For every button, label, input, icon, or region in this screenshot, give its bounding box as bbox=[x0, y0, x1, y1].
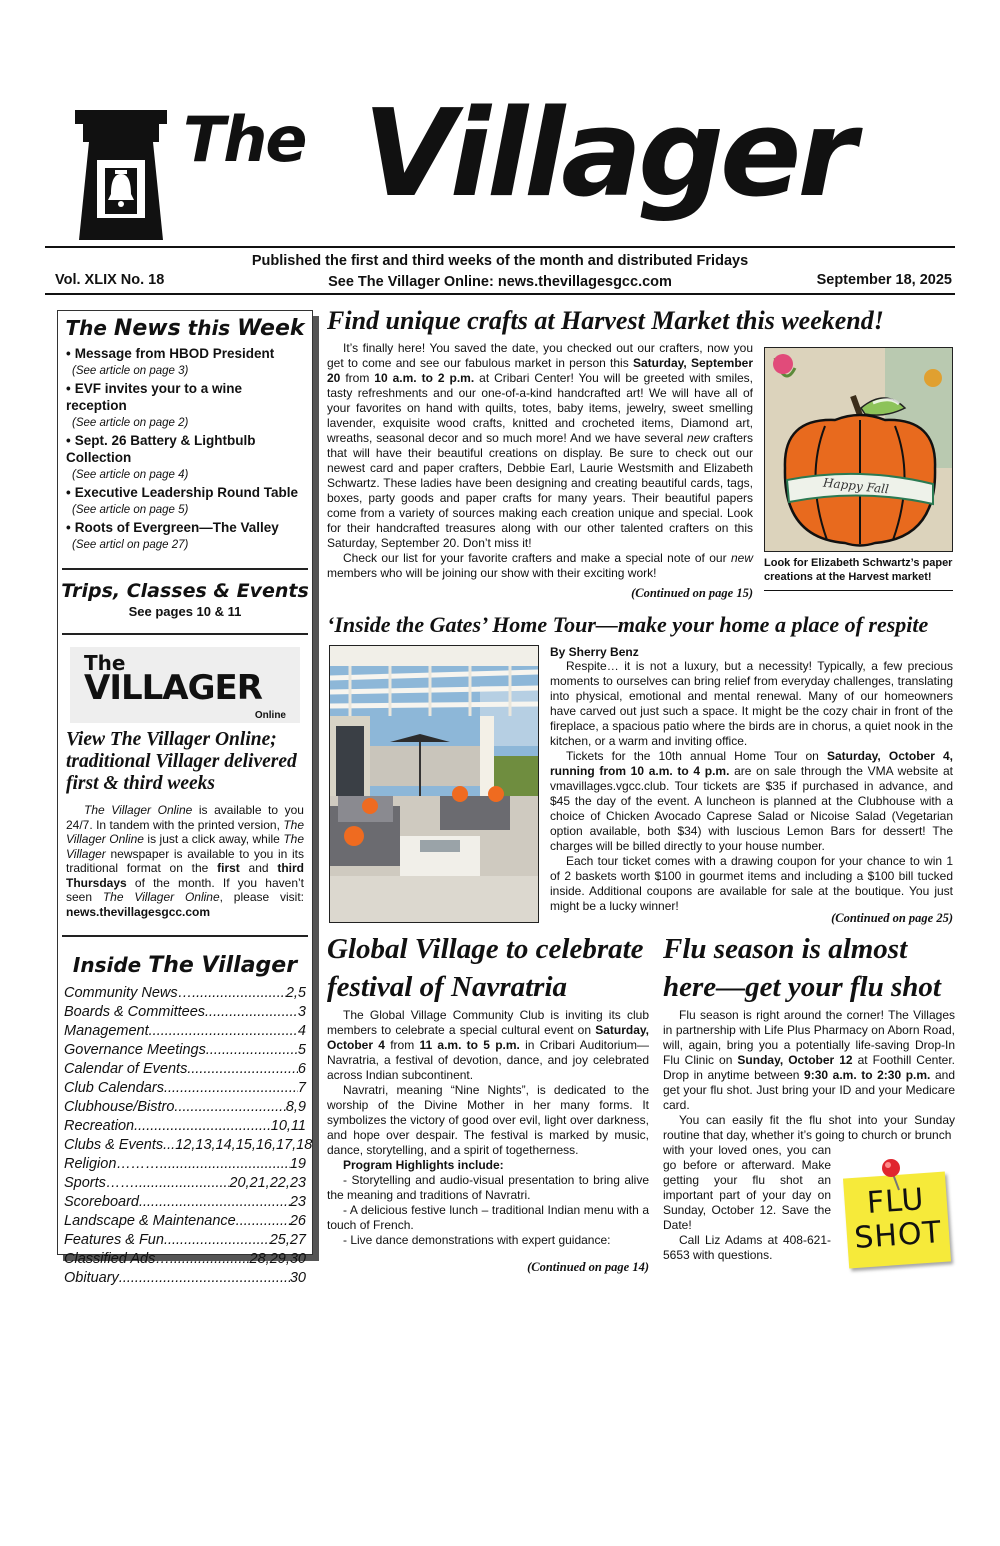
push-pin-icon bbox=[879, 1158, 909, 1192]
issue-date: September 18, 2025 bbox=[816, 272, 952, 288]
sidebar-box bbox=[57, 310, 313, 1286]
pumpkin-photo-caption: Look for Elizabeth Schwartz’s paper creations at the Harvest market! bbox=[764, 557, 953, 583]
news-item[interactable]: • Executive Leadership Round Table (See article on page 5) bbox=[66, 485, 299, 516]
volume-number: Vol. XLIX No. 18 bbox=[55, 272, 165, 288]
toc-row[interactable]: Obituary ..... 30 bbox=[64, 1269, 306, 1288]
inside-villager-heading: Inside The Villager bbox=[72, 953, 298, 978]
navratria-body: The Global Village Community Club is inviting its club members to celebrate a special cultural event on Saturday, October 4 from 11 a.m. to 5 p.m. in Cribari Auditorium—Navratria, a festival of devotion, dance, and joy celebrated across Indian subcontinent. Navratri, meaning “Nine Nights”, is dedicated to the worship of the Divine Mother in her many forms. It symbolizes the victory of good over evil, light over darkness, and hope over despair. The festival is marked by music, dance, storytelling, and a spirit of togetherness. Program Highlights include: - Storytelling and audio-visual presentation to bring alive the meaning and traditions of Navratri. - A delicious festive lunch – traditional Indian menu with a touch of French. - Live dance demonstrations with expert guidance: bbox=[327, 1008, 650, 1247]
toc-row[interactable]: Clubs & Events... 12,13,14,15,16,17,18 bbox=[64, 1137, 313, 1153]
patio-photo bbox=[329, 645, 539, 923]
sidebar-divider bbox=[62, 568, 308, 570]
toc-row[interactable]: Scoreboard ..... 23 bbox=[64, 1193, 306, 1212]
toc-row[interactable]: Classified Ads… ..... 28,29,30 bbox=[64, 1250, 306, 1269]
masthead bbox=[45, 85, 955, 243]
news-item[interactable]: • Message from HBOD President (See article on page 3) bbox=[66, 346, 275, 377]
harvest-market-body: It’s finally here! You saved the date, you checked out our crafters, now you get to come and see our fabulous market in person this Saturday, September 20 from 10 a.m. to 2 p.m. at Cribari Center! You will be greeted with smiles, tasty refreshments and our one-of-a-kind handcrafted art! We will have all of your favorites on hand with quilts, totes, baby items, jewelry, sweet smelling lavender, exquisite wood crafts, knitted and crocheted items, Diamond art, wreaths, seasonal decor and so much more! And we have several new crafters that will have their beautiful creations on display. Be sure to check out our newest card and paper crafters, Debbie Earl, Laurie Westsmith and Elizabeth Schwartz. These ladies have been designing and creating beautiful cards, tags, boxes, party goods and paper crafts for many years. Their beautiful papers come from a variety of sources making each creation unique and special. Look for their handcrafted treasures along with our other talented crafters on this Saturday, September 20. Don’t miss it! Check our list for your favorite crafters and make a special note of our new members who will be joining our show with their exciting work! bbox=[327, 341, 753, 580]
bell-tower-logo-icon bbox=[75, 110, 167, 240]
home-tour-headline[interactable]: ‘Inside the Gates’ Home Tour—make your home a place of respite bbox=[327, 612, 929, 637]
news-item[interactable]: • Sept. 26 Battery & Lightbulb Collection (See article on page 4) bbox=[66, 433, 256, 481]
list-item: - A delicious festive lunch – traditional Indian menu with a touch of French. bbox=[327, 1203, 649, 1232]
home-tour-byline: By Sherry Benz bbox=[550, 645, 639, 659]
list-item: - Storytelling and audio-visual presentation to bring alive the meaning and traditions of Navratri. bbox=[327, 1173, 649, 1202]
navratria-headline[interactable]: Global Village to celebrate festival of Navratria bbox=[327, 933, 644, 1003]
flu-shot-body-narrow: with your loved ones, you can go before or afterward. Make getting your flu shot an important part of your day on Sunday, October 12. Save the Date! Call Liz Adams at 408-621-5653 with questions. bbox=[663, 1143, 831, 1262]
harvest-market-headline[interactable]: Find unique crafts at Harvest Market this weekend! bbox=[327, 306, 884, 335]
flu-shot-body: Flu season is right around the corner! The Villages in partnership with Life Plus Pharmacy on Aborn Road, will, again, bring you a potentially life-saving Drop-In Flu Clinic on Sunday, October 12 at Foothill Center. Drop in anytime between 9:30 a.m. to 2:30 p.m. and get your flu shot. Just bring your ID and your Medicare card. You can easily fit the flu shot into your Sunday routine that day, whether it’s going to church or brunch bbox=[663, 1008, 955, 1142]
toc-row[interactable]: Sports……. ..... 20,21,22,23 bbox=[64, 1174, 306, 1193]
masthead-rule-top bbox=[45, 246, 955, 248]
trips-heading: Trips, Classes & Events bbox=[61, 580, 309, 602]
navratria-continued[interactable]: (Continued on page 14) bbox=[527, 1260, 649, 1274]
toc-row[interactable]: Religion……… ..... 19 bbox=[64, 1155, 306, 1174]
view-online-heading: View The Villager Online; traditional Villager delivered first & third weeks bbox=[66, 729, 297, 794]
flu-shot-headline[interactable]: Flu season is almost here—get your flu shot bbox=[663, 933, 941, 1003]
table-of-contents bbox=[58, 978, 312, 1288]
trips-subheading: See pages 10 & 11 bbox=[128, 604, 242, 619]
toc-row[interactable]: Landscape & Maintenance ..... 26 bbox=[64, 1212, 306, 1231]
flu-shot-sticky-note: FLU SHOT bbox=[843, 1172, 951, 1269]
toc-row[interactable]: Club Calendars ..... 7 bbox=[64, 1079, 306, 1098]
masthead-title-villager: Villager bbox=[363, 85, 853, 224]
pumpkin-card-image bbox=[765, 348, 953, 552]
toc-row[interactable]: Calendar of Events ..... 6 bbox=[64, 1060, 306, 1079]
pumpkin-photo bbox=[764, 347, 953, 552]
home-tour-continued[interactable]: (Continued on page 25) bbox=[831, 911, 953, 925]
news-item[interactable]: • EVF invites your to a wine reception (See article on page 2) bbox=[66, 381, 243, 429]
toc-row[interactable]: Features & Fun ..... 25,27 bbox=[64, 1231, 306, 1250]
toc-row[interactable]: Boards & Committees ..... 3 bbox=[64, 1003, 306, 1022]
toc-row[interactable]: Governance Meetings ..... 5 bbox=[64, 1041, 306, 1060]
villager-online-logo[interactable]: The VILLAGER Online bbox=[70, 647, 300, 723]
view-online-body: The Villager Online is available to you 24/7. In tandem with the printed version, The Villager Online is just a click away, while The Villager newspaper is available to you in its traditional format on the first and third Thursdays of the month. If you haven’t seen The Villager Online, please visit: news.thevillagesgcc.com bbox=[66, 803, 304, 919]
online-url-link[interactable]: news.thevillagesgcc.com bbox=[66, 904, 211, 919]
online-link-line[interactable]: See The Villager Online: news.thevillagesgcc.com bbox=[328, 274, 672, 290]
happy-fall-banner-text: Happy Fall bbox=[822, 475, 890, 497]
patio-image bbox=[330, 646, 539, 923]
toc-row[interactable]: Clubhouse/Bistro ..... 8,9 bbox=[64, 1098, 306, 1117]
harvest-market-continued[interactable]: (Continued on page 15) bbox=[631, 586, 753, 600]
caption-rule bbox=[764, 590, 953, 591]
masthead-title-the: The bbox=[183, 103, 306, 176]
toc-row[interactable]: Community News…. ..... 2,5 bbox=[64, 984, 306, 1003]
list-item: - Live dance demonstrations with expert guidance: bbox=[343, 1233, 611, 1247]
home-tour-body: Respite… it is not a luxury, but a necessity! Typically, a few precious moments to ourselves can bring relief from everyday challenges, translating into physical, emotional and mental renewal. Many of our homeowners have carved out just such a space. It might be the cozy chair in front of the fireplace, a spacious patio where the birds are in chorus, a quiet nook in the kitchen, or a warm and inviting office. Tickets for the 10th annual Home Tour on Saturday, October 4, running from 10 a.m. to 4 p.m. are on sale through the VMA website at vmavillages.vgcc.club. Tour tickets are $35 if purchased in advance, and $45 the day of the event. A luncheon is planned at the Clubhouse with a choice of Chicken Avocado Caprese Salad or Nicoise Salad (Vegetarian option available, both $34) with luscious Lemon Bars for dessert! The charges will be billed directly to your house number. Each tour ticket comes with a drawing coupon for your chance to win 1 of 2 baskets worth $100 in gourmet items and including a $100 bill tucked inside. Additional coupons are available for sale at the boutique. You just might be a lucky winner! bbox=[550, 659, 954, 913]
masthead-rule-bottom bbox=[45, 293, 955, 295]
sidebar-divider bbox=[62, 935, 308, 937]
news-item[interactable]: • Roots of Evergreen—The Valley (See articl on page 27) bbox=[66, 520, 279, 551]
toc-row[interactable]: Management ..... 4 bbox=[64, 1022, 306, 1041]
news-list bbox=[58, 341, 312, 554]
news-this-week-heading: The News this Week bbox=[65, 316, 305, 341]
toc-row[interactable]: Recreation ..... 10,11 bbox=[64, 1117, 306, 1136]
publication-schedule: Published the first and third weeks of the month and distributed Fridays bbox=[251, 253, 749, 269]
sidebar-divider bbox=[62, 633, 308, 635]
